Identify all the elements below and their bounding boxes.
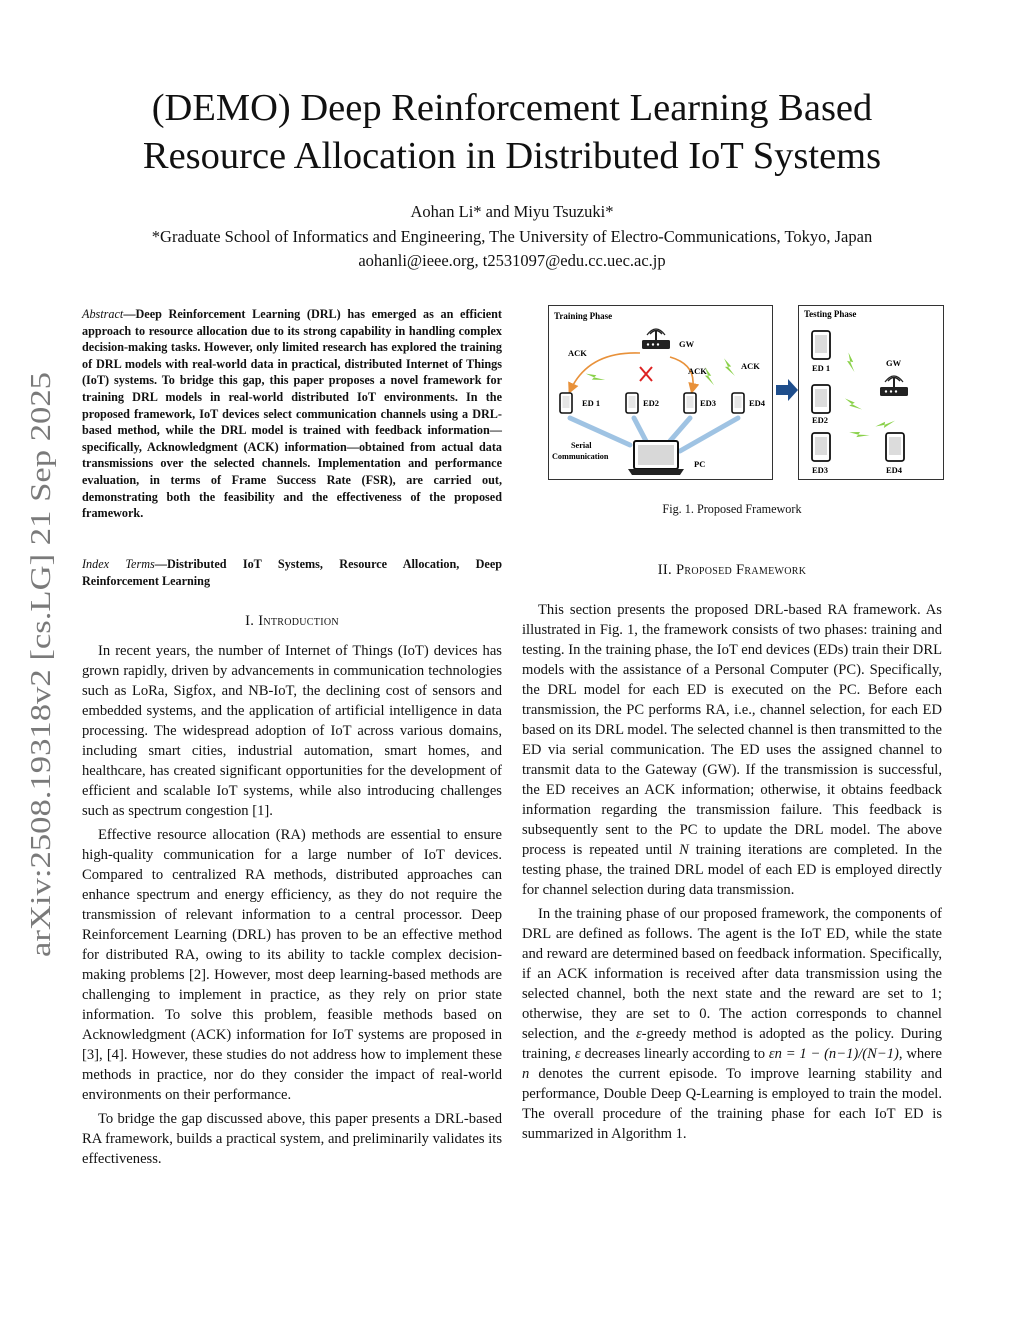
abstract	[82, 306, 502, 522]
ack-label-left: ACK	[568, 348, 587, 358]
title-line-1: (DEMO) Deep Reinforcement Learning Based	[151, 87, 873, 129]
text-run: , where	[898, 1046, 942, 1062]
test-gw-label: GW	[886, 358, 902, 368]
serial-label-2: Communication	[552, 452, 609, 461]
ed-device-icon	[886, 433, 904, 461]
ed-device-icon	[812, 385, 830, 413]
ed-device-icon	[684, 393, 696, 413]
test-ed4-label: ED4	[886, 465, 903, 475]
paragraph: To bridge the gap discussed above, this paper presents a DRL-based RA framework, builds a practical system, and preliminarily validates its effectiveness.	[82, 1111, 502, 1167]
ed-device-icon	[626, 393, 638, 413]
test-ed3-label: ED3	[812, 465, 829, 475]
math-symbol: N	[679, 842, 689, 858]
ack-label-right: ACK	[741, 361, 760, 371]
ed-device-icon	[812, 331, 830, 359]
serial-label-1: Serial	[571, 441, 592, 450]
authors: Aohan Li* and Miyu Tsuzuki*	[410, 202, 614, 221]
ed-device-icon	[732, 393, 744, 413]
section-title: Introduction	[258, 613, 339, 629]
text-run: training iterations are completed. In the testing phase, the trained DRL model of each ED is employed directly for channel selection during data transmission.	[522, 842, 942, 898]
ed3-label: ED3	[700, 398, 717, 408]
arxiv-id: arXiv:2508.19318v2 [cs.LG] 21 Sep 2025	[26, 484, 57, 957]
ed-device-icon	[560, 393, 572, 413]
section-heading-proposed-framework	[522, 562, 942, 579]
paragraph	[522, 904, 942, 1144]
testing-phase-label: Testing Phase	[804, 309, 857, 319]
section-title: Proposed Framework	[675, 562, 807, 578]
text-run: -greedy method is adopted as the policy. During training,	[522, 1026, 942, 1062]
ed2-label: ED2	[643, 398, 660, 408]
ed-device-icon	[812, 433, 830, 461]
index-terms	[82, 556, 502, 589]
text-run: This section presents the proposed DRL-based RA framework. As illustrated in Fig. 1, the framework consists of two phases: training and testing. In the training phase, the IoT end devices (EDs) train their DRL models with the assistance of a Personal Computer (PC). Specifically, the DRL model for each ED is executed on the PC. Before each transmission, the PC performs RA, i.e., channel selection, for each ED based on its DRL model. The selected channel is then transmitted to the ED via serial communication. The ED uses the assigned channel to transmit data to the Gateway (GW). If the transmission is successful, the ED receives an ACK information; otherwise, it obtains feedback information regarding the transmission failure. This feedback is subsequently sent to the PC to update the DRL model. The above process is repeated until	[522, 602, 942, 858]
training-phase-label: Training Phase	[554, 311, 613, 321]
text-run: decreases linearly according to	[580, 1046, 769, 1062]
title-line-2: Resource Allocation in Distributed IoT Systems	[142, 135, 882, 177]
paper-title	[60, 84, 964, 180]
pc-label: PC	[694, 459, 706, 469]
paragraph	[522, 600, 942, 900]
introduction-body	[82, 641, 502, 1173]
abstract-label: Abstract	[82, 307, 124, 321]
text-run: denotes the current episode. To improve learning stability and performance, Double Deep Q-Learning is employed to train the model. The overall procedure of the training phase for each IoT ED is summarized in Algorithm 1.	[522, 1066, 942, 1142]
section-heading-introduction	[82, 613, 502, 630]
section-number: I.	[245, 613, 255, 629]
figure-caption: Fig. 1. Proposed Framework	[662, 502, 802, 516]
section-number: II.	[657, 562, 673, 578]
test-ed2-label: ED2	[812, 415, 829, 425]
math-formula: εn = 1 − (n−1)/(N−1)	[768, 1046, 899, 1062]
arxiv-side-stamp	[22, 372, 58, 957]
abstract-text: —Deep Reinforcement Learning (DRL) has emerged as an efficient approach to resource allocation due to its strong capability in handling complex decision-making tasks. However, only limited research has explored the training of DRL models with real-world data in practical, distributed Internet of Things (IoT) systems. To bridge this gap, this paper proposes a novel framework for training DRL models in real-world distributed IoT environments. In the proposed framework, IoT devices select communication channels using a DRL-based method, while the DRL model is trained with feedback information—specifically, Acknowledgment (ACK) information—obtained from actual data transmissions over the selected channels. Implementation and performance evaluation, in terms of Frame Success Rate (FSR), are carried out, demonstrating both the feasibility and the effectiveness of the proposed framework.	[82, 307, 502, 521]
index-terms-label: Index Terms	[82, 557, 155, 571]
ed1-label: ED 1	[582, 398, 601, 408]
proposed-framework-body	[522, 600, 942, 1148]
phase-transition-arrow-icon	[776, 379, 798, 401]
paragraph: Effective resource allocation (RA) methods are essential to ensure high-quality communication for a large number of IoT devices. Compared to centralized RA methods, distributed approaches can enhance spectrum and energy efficiency, as they do not require the transmission of relevant information to a central processor. Deep Reinforcement Learning (DRL) has proven to be an effective method for distributed RA, owing to its ability to tackle complex decision-making problems [2]. However, most deep learning-based methods are challenging to implement in practice, as they rely on prior state information. To solve this problem, feasible methods based on Acknowledgment (ACK) information for IoT systems are proposed in [3], [4]. However, these studies do not address how to implement these methods in practice, nor do they consider the impact of real-world environments on their performance.	[82, 827, 502, 1103]
affiliation: *Graduate School of Informatics and Engineering, The University of Electro-Communications, Tokyo, Japan	[151, 227, 873, 246]
figure-proposed-framework	[548, 305, 944, 480]
test-ed1-label: ED 1	[812, 363, 831, 373]
math-symbol: ε	[635, 1026, 642, 1042]
ed4-label: ED4	[749, 398, 766, 408]
gw-label: GW	[679, 339, 695, 349]
paragraph: In recent years, the number of Internet of Things (IoT) devices has grown rapidly, driven by advancements in communication technologies such as LoRa, Sigfox, and NB-IoT, the declining cost of sensors and embedded systems, and the application of artificial intelligence in data processing. The widespread adoption of IoT across various domains, including smart cities, industrial automation, smart homes, and healthcare, has created significant opportunities for the development of efficient and scalable IoT systems, while also introducing challenges such as spectrum congestion [1].	[82, 643, 502, 819]
laptop-pc-icon	[628, 441, 684, 475]
math-symbol: n	[522, 1066, 530, 1082]
ack-label-mid: ACK	[688, 366, 707, 376]
text-run: In the training phase of our proposed framework, the components of DRL are defined as follows. The agent is the IoT ED, while the state and reward are determined based on feedback information. Specifically, if an ACK information is received after data transmission using the selected channel, both the next state and the reward are set to 1; otherwise, they are set to 0. The action corresponds to channel selection, and the	[522, 906, 942, 1042]
author-emails: aohanli@ieee.org, t2531097@edu.cc.uec.ac.jp	[358, 251, 666, 270]
math-symbol: ε	[574, 1046, 581, 1062]
index-terms-text: —Distributed IoT Systems, Resource Allocation, Deep Reinforcement Learning	[82, 557, 503, 588]
